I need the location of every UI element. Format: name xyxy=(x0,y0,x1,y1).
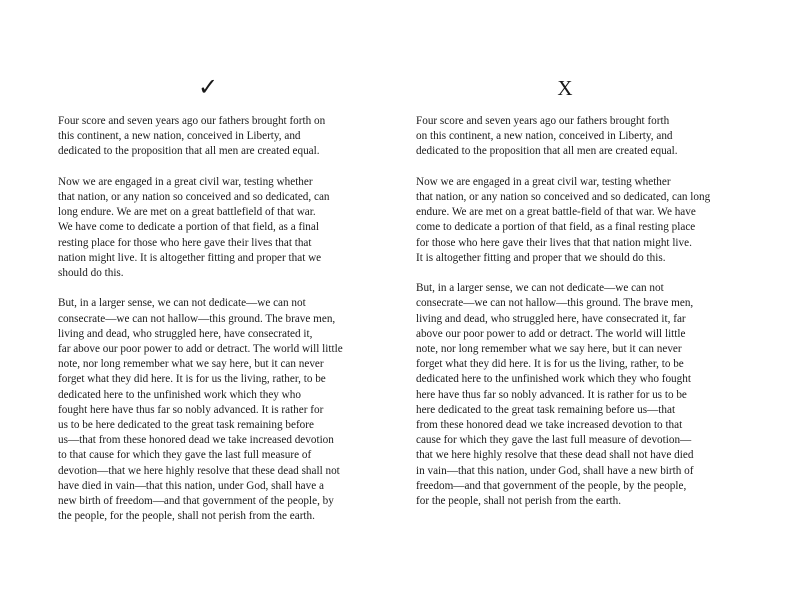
text-line: living and dead, who struggled here, have consecrated it, xyxy=(58,327,313,340)
incorrect-example-text xyxy=(416,114,710,524)
checkmark-icon: ✓ xyxy=(197,75,219,101)
text-line: Four score and seven years ago our fathers brought forth xyxy=(416,115,670,127)
text-line: above our poor power to add or detract. The world will little xyxy=(416,327,686,340)
text-line: the people, for the people, shall not perish from the earth. xyxy=(58,510,315,523)
text-line: forget what they did here. It is for us the living, rather, to be xyxy=(58,373,326,386)
correct-example-text xyxy=(58,114,343,540)
text-line: to that cause for which they gave the last full measure of xyxy=(58,449,312,462)
text-line: resting place for those who here gave their lives that that xyxy=(58,236,312,249)
text-line: cause for which they gave the last full measure of devotion— xyxy=(416,434,692,447)
text-line: devotion—that we here highly resolve that these dead shall not xyxy=(58,464,340,477)
text-line: fought here have thus far so nobly advanced. It is rather for xyxy=(58,403,324,416)
text-line: that nation, or any nation so conceived and so dedicated, can xyxy=(58,191,330,203)
text-line: But, in a larger sense, we can not dedicate—we can not xyxy=(416,282,664,295)
text-line: from these honored dead we take increased devotion to that xyxy=(416,419,683,432)
text-line: here have thus far so nobly advanced. It is rather for us to be xyxy=(416,388,687,401)
text-line: for the people, shall not perish from the earth. xyxy=(416,495,622,508)
text-line: consecrate—we can not hallow—this ground. The brave men, xyxy=(58,312,336,325)
text-line: Now we are engaged in a great civil war, testing whether xyxy=(416,175,671,188)
paragraph xyxy=(416,281,710,509)
text-line: nation might live. It is altogether fitting and proper that we xyxy=(58,251,322,264)
text-line: long endure. We are met on a great battlefield of that war. xyxy=(58,206,316,219)
text-line: us—that from these honored dead we take increased devotion xyxy=(58,434,334,447)
text-line: in vain—that this nation, under God, shall have a new birth of xyxy=(416,464,694,477)
text-line: far above our poor power to add or detract. The world will little xyxy=(58,343,343,356)
text-line: on this continent, a new nation, conceived in Liberty, and xyxy=(416,130,673,143)
text-line: living and dead, who struggled here, have consecrated it, far xyxy=(416,312,686,325)
paragraph xyxy=(58,296,343,524)
text-line: It is altogether fitting and proper that we should do this. xyxy=(416,251,666,264)
text-line: here dedicated to the great task remaining before us—that xyxy=(416,403,676,416)
text-line: us to be here dedicated to the great task remaining before xyxy=(58,419,314,432)
text-line: that we here highly resolve that these dead shall not have died xyxy=(416,449,694,462)
x-mark-icon: X xyxy=(557,76,573,100)
text-line: We have come to dedicate a portion of that field, as a final xyxy=(58,221,319,234)
text-line: Now we are engaged in a great civil war, testing whether xyxy=(58,175,313,188)
paragraph xyxy=(416,114,710,160)
text-line: this continent, a new nation, conceived in Liberty, and xyxy=(58,130,301,143)
paragraph xyxy=(58,114,343,160)
text-line: endure. We are met on a great battle-field of that war. We have xyxy=(416,206,696,219)
text-line: dedicated to the proposition that all men are created equal. xyxy=(416,145,678,158)
text-line: dedicated to the proposition that all men are created equal. xyxy=(58,145,320,158)
text-line: note, nor long remember what we say here, but it can never xyxy=(416,343,682,356)
paragraph xyxy=(58,175,343,281)
text-line: consecrate—we can not hallow—this ground. The brave men, xyxy=(416,297,694,310)
text-line: note, nor long remember what we say here, but it can never xyxy=(58,358,324,371)
text-line: forget what they did here. It is for us the living, rather, to be xyxy=(416,358,684,371)
text-line: Four score and seven years ago our fathers brought forth on xyxy=(58,115,326,127)
text-line: that nation, or any nation so conceived and so dedicated, can long xyxy=(416,191,711,203)
text-line: have died in vain—that this nation, under God, shall have a xyxy=(58,479,324,492)
text-line: dedicated here to the unfinished work which they who fought xyxy=(416,373,691,386)
text-line: new birth of freedom—and that government of the people, by xyxy=(58,495,334,508)
paragraph xyxy=(416,175,710,266)
text-line: But, in a larger sense, we can not dedicate—we can not xyxy=(58,297,306,310)
text-line: for those who here gave their lives that that nation might live. xyxy=(416,236,692,249)
text-line: come to dedicate a portion of that field, as a final resting place xyxy=(416,221,696,234)
text-line: freedom—and that government of the people, by the people, xyxy=(416,479,687,492)
text-line: should do this. xyxy=(58,267,124,280)
text-line: dedicated here to the unfinished work which they who xyxy=(58,388,301,401)
